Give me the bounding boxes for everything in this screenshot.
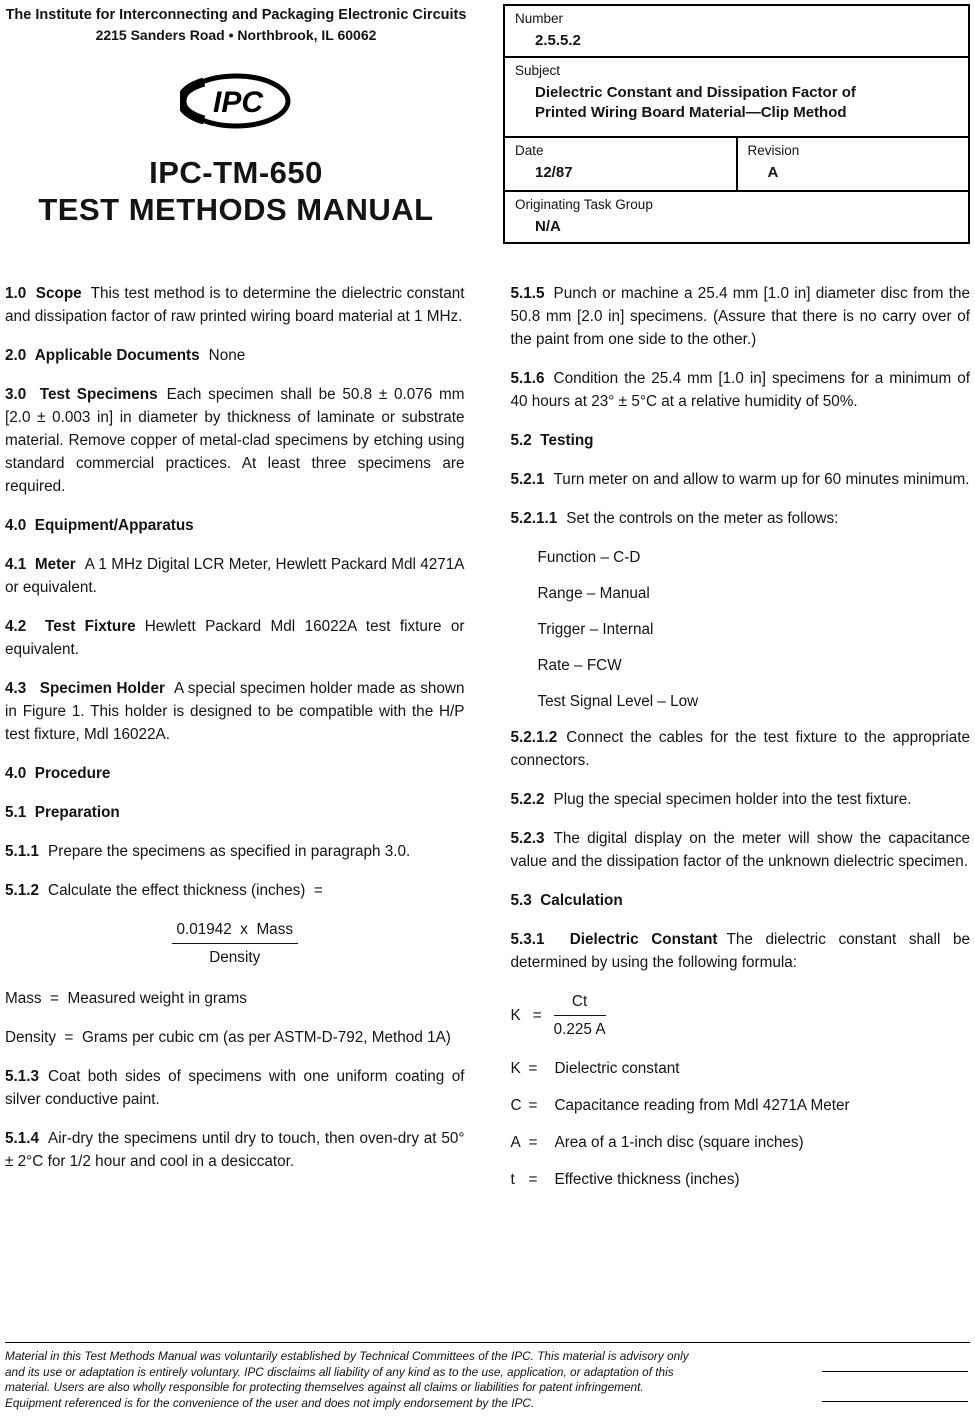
control-setting: Trigger – Internal: [537, 621, 654, 638]
section-5-1-3: [5, 1065, 465, 1111]
number-cell: [504, 5, 969, 57]
institute-name: The Institute for Interconnecting and Packaging Electronic Circuits: [5, 7, 467, 23]
fraction-numerator: 0.01942 x Mass: [172, 918, 299, 944]
disclaimer-line: Material in this Test Methods Manual was voluntarily established by Technical Committees of the IPC. This material is advisory only: [5, 1349, 689, 1363]
formula-equals: =: [532, 1007, 542, 1024]
revision-label: Revision: [747, 143, 800, 158]
section-heading: 4.0 Equipment/Apparatus: [5, 517, 194, 534]
disclaimer-line: and its use or adaptation is entirely voluntary. IPC disclaims all liability of any kind as to the use, application, or adaptation of this: [5, 1364, 674, 1379]
symbol-definition: [511, 1094, 971, 1117]
control-setting: Test Signal Level – Low: [537, 693, 699, 710]
section-heading: 4.3 Specimen Holder: [5, 680, 165, 697]
section-heading: 5.3.1 Dielectric Constant: [510, 931, 718, 948]
section-heading: 5.2.1: [510, 471, 545, 488]
symbol: K: [510, 1060, 521, 1077]
section-heading: 5.1.1: [5, 843, 40, 860]
fraction-numerator: Ct: [554, 990, 606, 1016]
symbol: A: [510, 1134, 521, 1151]
section-heading: 3.0 Test Specimens: [5, 386, 158, 403]
section-5-2-2: [511, 788, 971, 811]
equals-sign: =: [528, 1097, 538, 1114]
section-heading: 5.2.3: [510, 830, 545, 847]
institute-address: 2215 Sanders Road • Northbrook, IL 60062: [95, 27, 377, 43]
section-preparation: [5, 801, 465, 824]
section-5-1-6: [511, 367, 971, 413]
definition-text: Dielectric constant: [554, 1060, 680, 1077]
section-heading: 4.2 Test Fixture: [5, 618, 136, 635]
section-text: None: [208, 347, 246, 364]
definition-text: Effective thickness (inches): [554, 1171, 740, 1188]
section-text: Hewlett Packard Mdl 16022A test fixture or equivalent.: [5, 618, 465, 658]
ipc-logo-text: IPC: [212, 86, 264, 119]
mass-definition: Mass = Measured weight in grams: [5, 990, 247, 1007]
section-5-3-1: [511, 928, 971, 974]
section-test-fixture: [5, 615, 465, 661]
section-testing: [511, 429, 971, 452]
section-5-2-1: [511, 468, 971, 491]
section-text: A 1 MHz Digital LCR Meter, Hewlett Packard Mdl 4271A or equivalent.: [5, 556, 465, 596]
section-text: Connect the cables for the test fixture to the appropriate connectors.: [510, 729, 970, 769]
disclaimer-text: [5, 1349, 705, 1411]
symbol: t: [510, 1171, 515, 1188]
section-text: Plug the special specimen holder into the test fixture.: [553, 791, 912, 808]
section-heading: 5.1.4: [5, 1130, 40, 1147]
date-value: 12/87: [535, 164, 573, 181]
subject-line1: Dielectric Constant and Dissipation Factor of: [535, 84, 856, 101]
page-header: [5, 4, 970, 244]
equals-sign: =: [528, 1134, 538, 1151]
number-value: 2.5.5.2: [535, 32, 581, 49]
section-text: Turn meter on and allow to warm up for 60 minutes minimum.: [553, 471, 970, 488]
section-5-1-1: [5, 840, 465, 863]
section-heading: 5.1.3: [5, 1068, 40, 1085]
symbol-definition: [511, 1168, 971, 1191]
section-text: Prepare the specimens as specified in paragraph 3.0.: [48, 843, 411, 860]
symbol: C: [510, 1097, 522, 1114]
section-calculation: [511, 889, 971, 912]
manual-name-title: TEST METHODS MANUAL: [38, 192, 434, 227]
subject-cell: [504, 57, 969, 137]
number-label: Number: [515, 11, 564, 26]
equals-sign: =: [528, 1060, 538, 1077]
section-applicable-documents: [5, 344, 465, 367]
section-heading: 5.1.6: [510, 370, 545, 387]
section-text: Set the controls on the meter as follows:: [566, 510, 839, 527]
section-text: Air-dry the specimens until dry to touch, then oven-dry at 50° ± 2°C for 1/2 hour and cool in a desiccator.: [5, 1130, 465, 1170]
section-heading: 2.0 Applicable Documents: [5, 347, 200, 364]
revision-cell: [737, 137, 970, 191]
density-definition: Density = Grams per cubic cm (as per ASTM-D-792, Method 1A): [5, 1029, 451, 1046]
section-text: The dielectric constant shall be determined by using the following formula:: [510, 931, 970, 971]
manual-number-title: IPC-TM-650: [149, 155, 323, 190]
section-5-1-4: [5, 1127, 465, 1173]
thickness-formula: [172, 918, 299, 969]
symbol-definition: [511, 1131, 971, 1154]
section-text: Coat both sides of specimens with one uniform coating of silver conductive paint.: [5, 1068, 465, 1108]
section-test-specimens: [5, 383, 465, 498]
section-heading: 5.1 Preparation: [5, 804, 120, 821]
fraction: [172, 918, 299, 969]
control-setting: Range – Manual: [537, 585, 650, 602]
revision-value: A: [767, 164, 779, 181]
date-label: Date: [515, 143, 544, 158]
subject-line2: Printed Wiring Board Material—Clip Method: [535, 104, 847, 121]
section-specimen-holder: [5, 677, 465, 746]
fraction-denominator: 0.225 A: [553, 1021, 606, 1038]
meter-controls-list: [511, 546, 971, 713]
section-text: A special specimen holder made as shown in Figure 1. This holder is designed to be compatible with the H/P test fixture, Mdl 16022A.: [5, 680, 465, 743]
ipc-logo-icon: [180, 72, 292, 130]
ipc-logo: [5, 72, 467, 135]
section-text: Each specimen shall be 50.8 ± 0.076 mm [2.0 ± 0.003 in] in diameter by thickness of laminate or substrate material. Remove copper of metal-clad specimens by etching using standard commercial practices. At least three specimens are required.: [5, 386, 465, 495]
section-procedure: [5, 762, 465, 785]
symbol-definition: [511, 1057, 971, 1080]
task-group-label: Originating Task Group: [515, 197, 653, 212]
fraction-denominator: Density: [209, 949, 261, 966]
section-equipment: [5, 514, 465, 537]
fraction: [554, 990, 606, 1041]
section-5-1-5: [511, 282, 971, 351]
section-5-2-3: [511, 827, 971, 873]
section-text: This test method is to determine the dielectric constant and dissipation factor of raw printed wiring board material at 1 MHz.: [5, 285, 465, 325]
section-heading: 5.3 Calculation: [510, 892, 623, 909]
right-column: [511, 282, 971, 1205]
page-footer: [5, 1342, 970, 1411]
body-columns: [5, 282, 970, 1205]
disclaimer-line: Equipment referenced is for the convenience of the user and does not imply endorsement by the IPC.: [5, 1395, 535, 1410]
task-group-cell: [504, 191, 969, 243]
equals-sign: =: [528, 1171, 538, 1188]
section-heading: 4.0 Procedure: [5, 765, 111, 782]
section-5-2-1-1: [511, 507, 971, 530]
section-heading: 5.2.1.2: [510, 729, 558, 746]
definition-text: Capacitance reading from Mdl 4271A Meter: [554, 1097, 850, 1114]
section-text: Condition the 25.4 mm [1.0 in] specimens for a minimum of 40 hours at 23° ± 5°C at a relative humidity of 50%.: [510, 370, 970, 410]
symbol-definitions: [511, 1057, 971, 1191]
task-group-value: N/A: [535, 218, 561, 235]
section-heading: 5.1.5: [510, 285, 545, 302]
section-5-2-1-2: [511, 726, 971, 772]
formula-lhs: K: [510, 1007, 521, 1024]
section-scope: [5, 282, 465, 328]
left-column: [5, 282, 465, 1205]
definition-text: Area of a 1-inch disc (square inches): [554, 1134, 804, 1151]
section-text: Punch or machine a 25.4 mm [1.0 in] diameter disc from the 50.8 mm [2.0 in] specimens. (Assure that there is no carry over of the paint from one side to the other.): [510, 285, 970, 348]
disclaimer-line: material. Users are also wholly responsible for protecting themselves against all claims or liabilities for patent infringement.: [5, 1380, 644, 1394]
section-heading: 5.2 Testing: [510, 432, 594, 449]
section-heading: 4.1 Meter: [5, 556, 76, 573]
section-heading: 1.0 Scope: [5, 285, 82, 302]
blank-rule-line: [822, 1371, 968, 1372]
section-heading: 5.1.2: [5, 882, 40, 899]
section-text: Calculate the effect thickness (inches) =: [48, 882, 323, 899]
section-heading: 5.2.1.1: [510, 510, 558, 527]
header-left-block: [5, 4, 467, 228]
blank-rule-line: [822, 1401, 968, 1402]
section-heading: 5.2.2: [510, 791, 545, 808]
dielectric-constant-formula: [511, 990, 971, 1041]
doc-info-table: [503, 4, 970, 244]
section-text: The digital display on the meter will show the capacitance value and the dissipation factor of the unknown dielectric specimen.: [510, 830, 970, 870]
control-setting: Rate – FCW: [537, 657, 622, 674]
section-5-1-2: [5, 879, 465, 902]
subject-label: Subject: [515, 63, 561, 78]
date-cell: [504, 137, 737, 191]
control-setting: Function – C-D: [537, 549, 641, 566]
subject-value: [535, 83, 958, 123]
section-meter: [5, 553, 465, 599]
